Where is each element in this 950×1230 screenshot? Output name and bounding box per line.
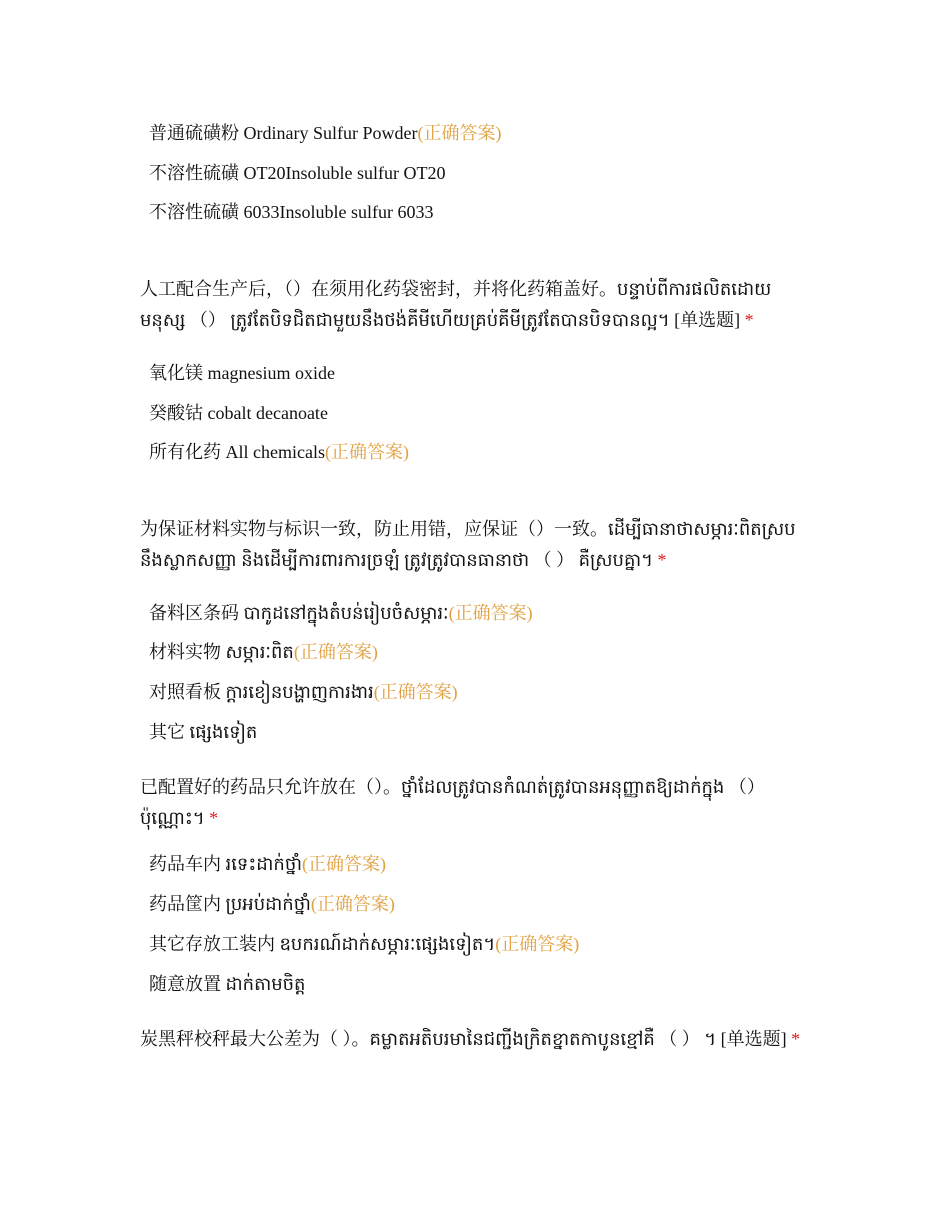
option-label: 普通硫磺粉 Ordinary Sulfur Powder: [149, 123, 418, 143]
option-q2-3[interactable]: [149, 720, 257, 744]
option-label: 其它 ផ្សេងទៀត: [149, 722, 258, 742]
option-q3-1[interactable]: [149, 892, 395, 916]
option-q1-2[interactable]: [149, 440, 409, 464]
option-q3-2[interactable]: [149, 932, 579, 956]
option-q2-2[interactable]: [149, 680, 458, 704]
question-text: 为保证材料实物与标识一致，防止用错，应保证（）一致。ដើម្បីធានាថាសម្ភារៈពិតស្របនឹងស្លាកសញ្ញា និងដើម្បីការពារការច្រឡំ ត្រូវត្រូវបានធានាថា （ ） គឺស្របគ្នា។: [140, 519, 796, 570]
question-1: [140, 274, 812, 336]
option-q3-0[interactable]: [149, 852, 386, 876]
required-marker: *: [791, 1029, 801, 1049]
question-text: 炭黑秤校秤最大公差为（ ）。គម្លាតអតិបរមានៃជញ្ជីងក្រិតខ្នាតកាបូនខ្មៅគឺ （ ） ។ [单选题]: [140, 1029, 787, 1049]
option-q1-1[interactable]: [149, 401, 328, 425]
option-label: 所有化药 All chemicals: [149, 442, 325, 462]
option-label: 对照看板 ក្ដារខៀនបង្ហាញការងារ: [149, 682, 374, 702]
option-q2-0[interactable]: [149, 601, 533, 625]
correct-answer-marker: (正确答案): [417, 123, 502, 143]
option-q2-1[interactable]: [149, 640, 378, 664]
question-4: [140, 1024, 812, 1055]
question-text: 人工配合生产后，（）在须用化药袋密封，并将化药箱盖好。បន្ទាប់ពីការផលិតដោយមនុស្ស （） ត្រូវតែបិទជិតជាមួយនឹងថង់គីមីហើយគ្រប់គីមីត្រូវតែបានបិទបានល្អ។ [单选题]: [140, 279, 772, 330]
option-q0-1[interactable]: [149, 161, 445, 185]
option-label: 药品筐内 ប្រអប់ដាក់ថ្នាំ: [149, 894, 311, 914]
correct-answer-marker: (正确答案): [293, 642, 378, 662]
question-3: [140, 772, 812, 834]
question-text: 已配置好的药品只允许放在（）。ថ្នាំដែលត្រូវបានកំណត់ត្រូវបានអនុញ្ញាតឱ្យដាក់ក្នុង （） ប៉ុណ្ណោះ។: [140, 777, 765, 828]
option-label: 随意放置 ដាក់តាមចិត្ត: [149, 974, 306, 994]
correct-answer-marker: (正确答案): [373, 682, 458, 702]
option-q0-0[interactable]: [149, 121, 501, 145]
correct-answer-marker: (正确答案): [324, 442, 409, 462]
option-label: 备料区条码 បាកូដនៅក្នុងតំបន់រៀបចំសម្ភារៈ: [149, 603, 449, 623]
required-marker: *: [209, 808, 219, 828]
required-marker: *: [744, 310, 754, 330]
required-marker: *: [657, 550, 667, 570]
option-q0-2[interactable]: [149, 200, 433, 224]
option-q1-0[interactable]: [149, 361, 335, 385]
correct-answer-marker: (正确答案): [448, 603, 533, 623]
option-label: 氧化镁 magnesium oxide: [149, 363, 335, 383]
option-q3-3[interactable]: [149, 972, 305, 996]
option-label: 药品车内 រទេះដាក់ថ្នាំ: [149, 854, 302, 874]
correct-answer-marker: (正确答案): [301, 854, 386, 874]
correct-answer-marker: (正确答案): [310, 894, 395, 914]
question-2: [140, 514, 812, 576]
correct-answer-marker: (正确答案): [495, 934, 580, 954]
option-label: 癸酸钴 cobalt decanoate: [149, 403, 328, 423]
option-label: 材料实物 សម្ភារៈពិត: [149, 642, 294, 662]
option-label: 不溶性硫磺 6033Insoluble sulfur 6033: [149, 202, 434, 222]
option-label: 不溶性硫磺 OT20Insoluble sulfur OT20: [149, 163, 446, 183]
option-label: 其它存放工装内 ឧបករណ៍ដាក់សម្ភារៈផ្សេងទៀត។: [149, 934, 496, 954]
